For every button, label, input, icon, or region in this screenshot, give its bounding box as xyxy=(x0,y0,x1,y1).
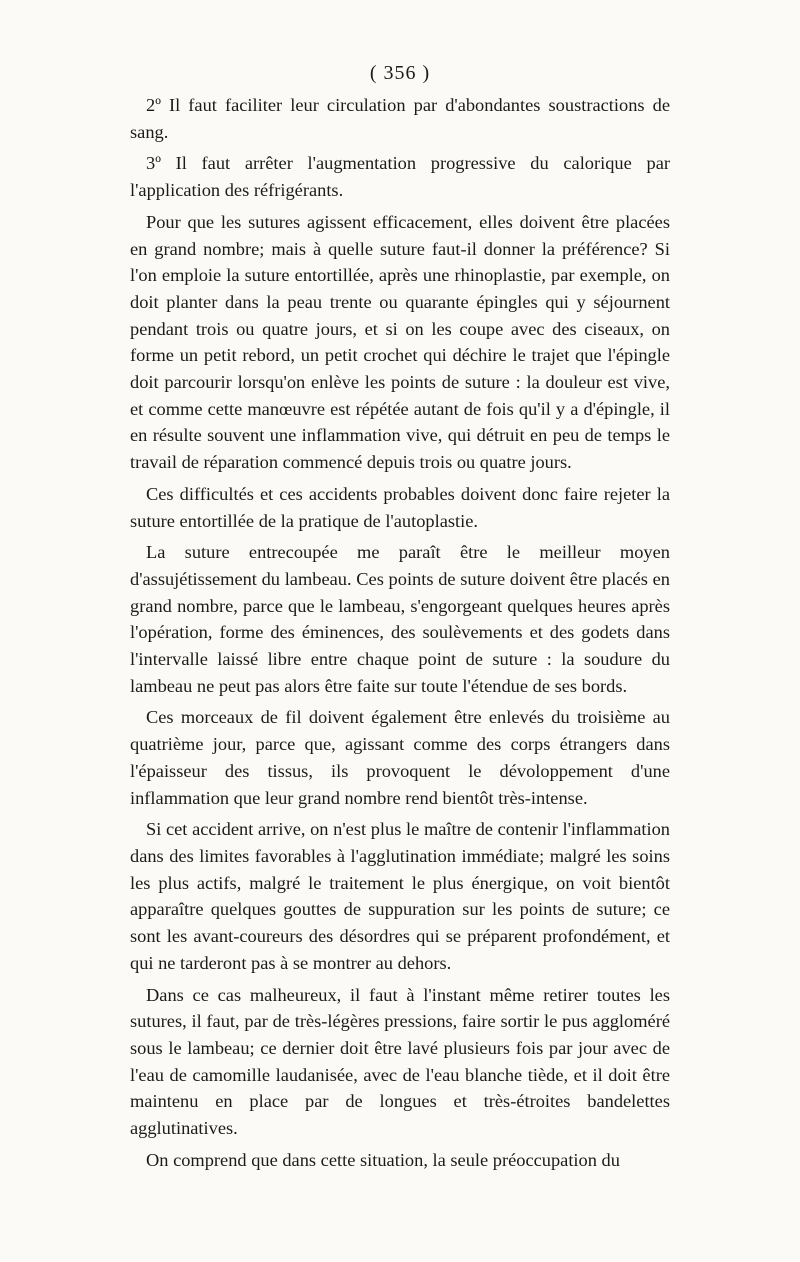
body-text xyxy=(130,92,670,1178)
paragraph-6: Ces morceaux de fil doivent également être enlevés du troisième au quatrième jour, parce que, agissant comme des corps étrangers dans l'épaisseur des tissus, ils provoquent le dévoloppement d'une inflammation que leur grand nombre rend bientôt très-intense. xyxy=(130,707,670,808)
paragraph-8: Dans ce cas malheureux, il faut à l'instant même retirer toutes les sutures, il faut, par de très-légères pressions, faire sortir le pus aggloméré sous le lambeau; ce dernier doit être lavé plusieurs fois par jour avec de l'eau de camomille laudanisée, avec de l'eau blanche tiède, et il doit être maintenu en place par de longues et très-étroites bandelettes agglutinatives. xyxy=(130,984,670,1139)
paragraph-5: La suture entrecoupée me paraît être le meilleur moyen d'assujétissement du lambeau. Ces points de suture doivent être placés en grand nombre, parce que le lambeau, s'engorgeant quelques heures après l'opération, forme des éminences, des soulèvements et des godets dans l'intervalle laissé libre entre chaque point de suture : la soudure du lambeau ne peut pas alors être faite sur toute l'étendue de ses bords. xyxy=(130,542,670,696)
paragraph-7: Si cet accident arrive, on n'est plus le maître de contenir l'inflammation dans des limites favorables à l'agglutination immédiate; malgré les soins les plus actifs, malgré le traitement le plus énergique, on voit bientôt apparaître quelques gouttes de suppuration sur les points de suture; ce sont les avant-coureurs des désordres qui se préparent profondément, et qui ne tarderont pas à se montrer au dehors. xyxy=(130,819,670,973)
paragraph-2: 3º Il faut arrêter l'augmentation progressive du calorique par l'application des réfrigérants. xyxy=(130,153,670,201)
paragraph-9: On comprend que dans cette situation, la seule préoccupation du xyxy=(146,1149,620,1170)
paragraph-3: Pour que les sutures agissent efficacement, elles doivent être placées en grand nombre; mais à quelle suture faut-il donner la préférence? Si l'on emploie la suture entortillée, après une rhinoplastie, par exemple, on doit planter dans la peau trente ou quarante épingles qui y séjournent pendant trois ou quatre jours, et si on les coupe avec des ciseaux, on forme un petit rebord, un petit crochet qui déchire le trajet que l'épingle doit parcourir lorsqu'on enlève les points de suture : la douleur est vive, et comme cette manœuvre est répétée autant de fois qu'il y a d'épingle, il en résulte souvent une inflammation vive, qui détruit en peu de temps le travail de réparation commencé depuis trois ou quatre jours. xyxy=(130,211,670,473)
paragraph-4: Ces difficultés et ces accidents probables doivent donc faire rejeter la suture entortillée de la pratique de l'autoplastie. xyxy=(130,483,670,531)
paragraph-1: 2º Il faut faciliter leur circulation par d'abondantes soustractions de sang. xyxy=(130,95,670,142)
page-number: ( 356 ) xyxy=(369,62,431,84)
